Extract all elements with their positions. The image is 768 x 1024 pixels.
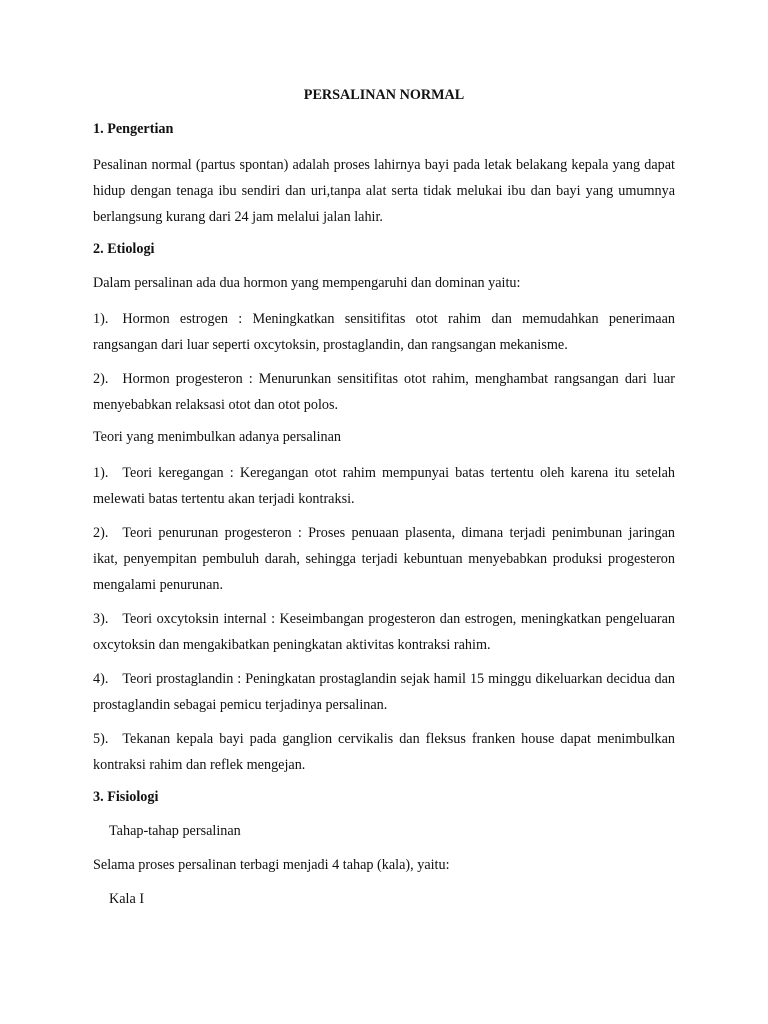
paragraph-pengertian: Pesalinan normal (partus spontan) adalah proses lahirnya bayi pada letak belakang kepala yang dapat hidup dengan tenaga ibu sendiri dan uri,tanpa alat serta tidak melukai ibu dan bayi yang umumnya berlangsung kurang dari 24 jam melalui jalan lahir.: [93, 157, 675, 225]
list-item-number: 3).: [93, 611, 109, 627]
paragraph-fisiologi-text: Selama proses persalinan terbagi menjadi 4 tahap (kala), yaitu:: [93, 857, 450, 873]
list-item-number: 1).: [93, 311, 109, 327]
list-item-text: Teori penurunan progesteron : Proses penuaan plasenta, dimana terjadi penimbunan jaringan ikat, penyempitan pembuluh darah, sehingga terjadi kebuntuan menyebabkan produksi progesteron mengalami penurunan.: [93, 525, 675, 593]
list-item-theory: [93, 460, 675, 512]
document-body: [93, 84, 675, 922]
list-item-theory: [93, 726, 675, 778]
list-item-text: Hormon estrogen : Meningkatkan sensitifitas otot rahim dan memudahkan penerimaan rangsangan dari luar seperti oxcytoksin, prostaglandin, dan rangsangan mekanisme.: [93, 311, 675, 353]
list-item-text: Tekanan kepala bayi pada ganglion cervikalis dan fleksus franken house dapat menimbulkan kontraksi rahim dan reflek mengejan.: [93, 731, 675, 773]
section-heading-pengertian: 1. Pengertian: [93, 121, 174, 137]
list-item-number: 2).: [93, 525, 109, 541]
list-item-text: Teori oxcytoksin internal : Keseimbangan progesteron dan estrogen, meningkatkan pengeluaran oxcytoksin dan mengakibatkan peningkatan aktivitas kontraksi rahim.: [93, 611, 675, 653]
paragraph-etiologi-intro: Dalam persalinan ada dua hormon yang mempengaruhi dan dominan yaitu:: [93, 275, 521, 291]
list-item-hormone: [93, 306, 675, 358]
section-heading-etiologi: 2. Etiologi: [93, 241, 155, 257]
list-item-text: Teori prostaglandin : Peningkatan prostaglandin sejak hamil 15 minggu dikeluarkan decidua dan prostaglandin sebagai pemicu terjadinya persalinan.: [93, 671, 675, 713]
list-item-number: 4).: [93, 671, 109, 687]
list-item-theory: [93, 606, 675, 658]
paragraph-theory-intro: Teori yang menimbulkan adanya persalinan: [93, 429, 341, 445]
section-heading-fisiologi: 3. Fisiologi: [93, 789, 159, 805]
list-item-number: 5).: [93, 731, 109, 747]
list-item-number: 2).: [93, 371, 109, 387]
list-item-text: Teori keregangan : Keregangan otot rahim mempunyai batas tertentu oleh karena itu setelah melewati batas tertentu akan terjadi kontraksi.: [93, 465, 675, 507]
paragraph-stage-label: Kala I: [109, 891, 145, 907]
list-item-theory: [93, 520, 675, 598]
list-item-hormone: [93, 366, 675, 418]
list-item-text: Hormon progesteron : Menurunkan sensitifitas otot rahim, menghambat rangsangan dari luar menyebabkan relaksasi otot dan otot polos.: [93, 371, 675, 413]
paragraph-fisiologi-subheading: Tahap-tahap persalinan: [109, 823, 241, 839]
list-item-theory: [93, 666, 675, 718]
document-title: PERSALINAN NORMAL: [303, 87, 465, 103]
list-item-number: 1).: [93, 465, 109, 481]
